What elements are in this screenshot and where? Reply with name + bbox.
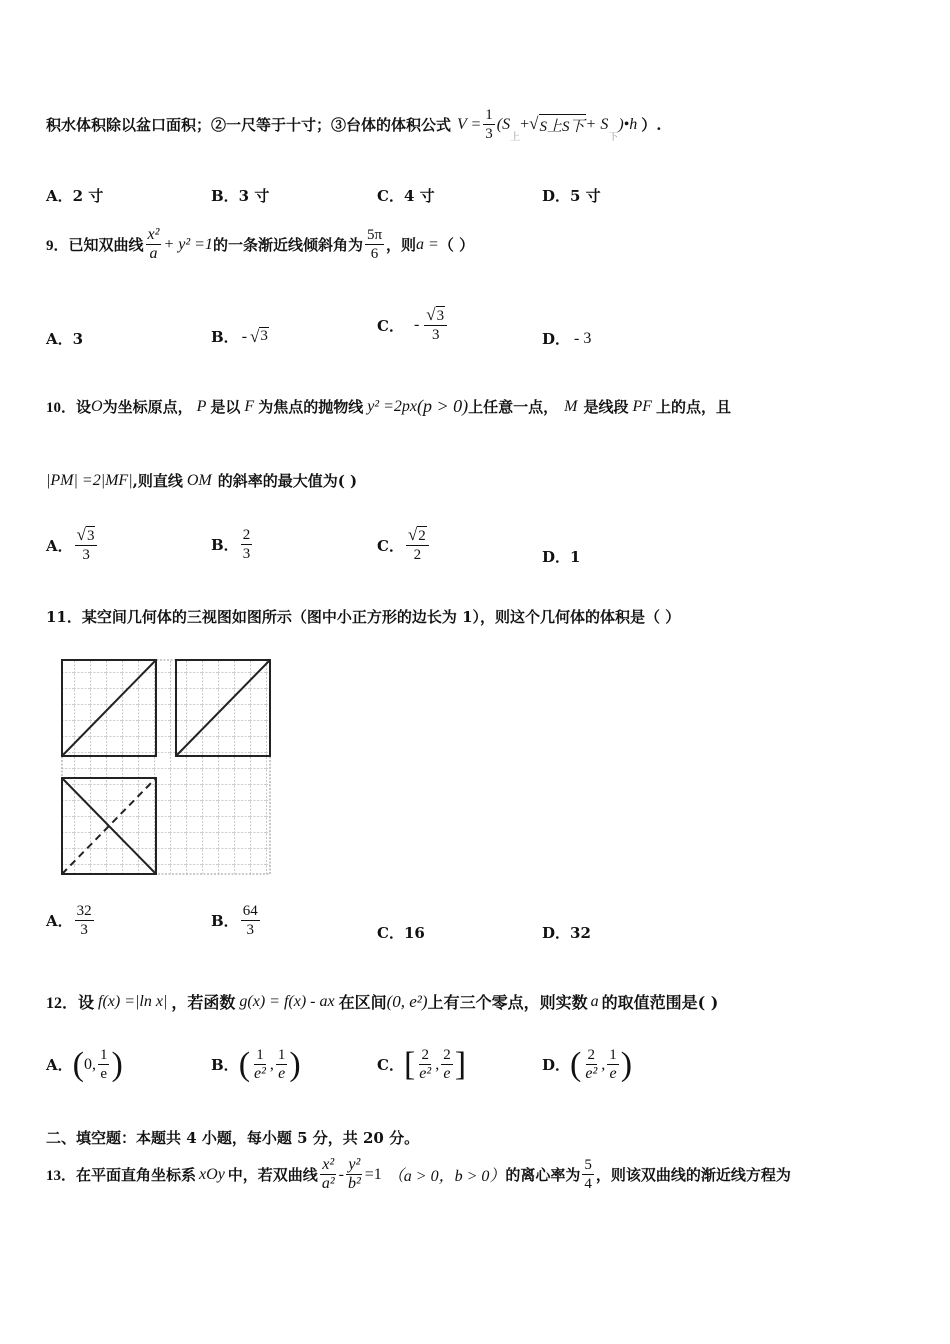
q12-option-c-den1: e²	[419, 1065, 432, 1082]
q9-option-b[interactable]	[211, 326, 269, 347]
q10-t7: 上的点，且	[656, 398, 732, 416]
section-fill-in-heading: 二、填空题：本题共 4 小题，每小题 5 分，共 20 分。	[46, 1129, 420, 1147]
q10-stem-line2	[46, 470, 357, 491]
q11-option-c[interactable]	[377, 922, 425, 943]
sub-upper: 上	[510, 132, 521, 143]
q12-option-d-num2: 1	[609, 1047, 617, 1063]
q9-angle-num: 5π	[366, 227, 383, 243]
q8-option-d[interactable]: D．5 寸	[542, 187, 601, 205]
q8-option-b[interactable]: B．3 寸	[211, 187, 270, 205]
q12-t1: 设	[78, 993, 95, 1012]
volume-formula-v: V =	[457, 115, 482, 133]
q13-frac-x-den: a²	[321, 1175, 335, 1192]
q10-l2-t2: 的斜率的最大值为( )	[217, 472, 358, 490]
q12-option-b-den2: e	[278, 1065, 286, 1082]
q12-option-b-den1: e²	[254, 1065, 266, 1082]
q13-frac-y-den: b²	[347, 1175, 361, 1192]
q9-stem	[46, 226, 474, 263]
q12-option-d-num1: 2	[587, 1047, 596, 1063]
q11-option-d-value: 32	[570, 923, 591, 942]
q12-option-a-num: 1	[99, 1047, 108, 1063]
sub-lower: 下	[608, 132, 619, 143]
q10-f: F	[244, 397, 255, 415]
q10-option-d[interactable]	[542, 546, 580, 567]
q9-pre: 已知双曲线	[68, 236, 144, 254]
q10-option-b-label: B．	[211, 536, 239, 554]
q12-option-b-frac2	[276, 1046, 288, 1083]
q12-f-def: f(x) =|ln x|	[98, 992, 168, 1010]
q11-option-c-label: C．	[377, 924, 404, 942]
q12-option-a-label: A．	[46, 1056, 73, 1074]
q8-formula-line	[46, 106, 661, 143]
q10-t3: 是以	[210, 398, 241, 416]
q10-parabola: y² =2px	[367, 397, 417, 415]
q11-option-b-frac	[241, 902, 260, 939]
q10-option-d-value: 1	[570, 547, 581, 566]
q10-o: O	[91, 397, 103, 415]
three-view-figure	[58, 656, 274, 882]
q13-eccentricity	[582, 1156, 594, 1193]
q12-option-c-label: C．	[377, 1056, 404, 1074]
formula-third-den: 3	[485, 126, 493, 142]
q11-option-a[interactable]	[46, 902, 96, 939]
q10-option-b[interactable]	[211, 526, 254, 563]
q10-t1: 设	[76, 398, 92, 416]
q11-option-c-value: 16	[403, 923, 425, 942]
q10-option-c-label: C．	[377, 536, 404, 555]
q12-option-c-frac2	[441, 1046, 453, 1083]
q8-text: 积水体积除以盆口面积；②一尺等于十寸；③台体的体积公式	[46, 116, 452, 134]
q12-option-b-num1: 1	[256, 1047, 264, 1063]
q12-option-b[interactable]: B． ( $\frac{1}{\text{e²}}$ , $\frac{1}{e}$ )	[211, 1045, 301, 1083]
q9-option-b-sign: -	[241, 327, 248, 345]
q13-t2: 中，若双曲线	[227, 1166, 318, 1184]
q11-option-b-den: 3	[246, 922, 254, 938]
q13-t3: 的离心率为	[505, 1166, 581, 1184]
q11-option-d-label: D．	[542, 924, 571, 942]
q9-option-c[interactable]	[377, 306, 449, 344]
q11-option-b-num: 64	[242, 903, 258, 919]
q10-option-b-frac	[241, 526, 253, 563]
q12-g-def: g(x) = f(x) - ax	[239, 992, 335, 1010]
q10-option-a-label: A．	[46, 536, 73, 555]
formula-end: )•h	[618, 115, 638, 133]
q9-option-b-rad: 3	[260, 327, 268, 344]
q12-option-d-frac1	[583, 1046, 599, 1083]
q13-frac-y-num: y²	[348, 1156, 361, 1173]
q13-frac-y	[346, 1156, 363, 1193]
q13-frac-x-num: x²	[322, 1156, 335, 1173]
q9-number: 9．	[46, 238, 69, 254]
q9-option-b-sqrt: √ 3	[250, 326, 268, 346]
q12-option-c[interactable]: C． [ $\frac{2}{\text{e²}}$ , $\frac{2}{e}$ ]	[377, 1045, 467, 1083]
formula-sqrt: √ S上S下	[529, 113, 585, 135]
q11-option-a-frac	[75, 902, 94, 939]
q13-condition: （a > 0，b > 0）	[387, 1168, 506, 1185]
q11-option-a-den: 3	[80, 922, 88, 938]
q13-xoy: xOy	[199, 1165, 225, 1183]
q9-var: a =	[416, 235, 439, 253]
q12-option-a-den: e	[100, 1066, 108, 1082]
q9-angle	[365, 226, 384, 263]
q9-frac-num: x²	[147, 226, 160, 243]
q12-number: 12．	[46, 995, 79, 1012]
q12-option-c-num2: 2	[443, 1047, 451, 1063]
formula-plus-2: + S	[585, 115, 609, 133]
q12-option-d-den2: e	[609, 1065, 617, 1082]
q12-option-d-label: D．	[542, 1056, 571, 1074]
q13-number: 13．	[46, 1168, 77, 1184]
q12-option-c-den2: e	[443, 1065, 451, 1082]
formula-s-open: (S	[496, 115, 511, 133]
q9-angle-den: 6	[370, 246, 379, 262]
q11-stem	[46, 606, 680, 627]
q12-a: a	[590, 992, 599, 1010]
q10-p: P	[196, 397, 207, 415]
q10-option-a-den: 3	[82, 547, 90, 563]
q9-option-c-frac	[424, 306, 447, 344]
q12-option-d-frac2	[607, 1046, 619, 1083]
formula-third-num: 1	[485, 107, 493, 123]
q9-option-c-sign: -	[413, 316, 420, 333]
q13-eq: =1	[364, 1165, 382, 1183]
q13-e-den: 4	[584, 1176, 592, 1192]
q8-option-a[interactable]: A．2 寸	[46, 187, 104, 205]
q12-interval: (0, e²)	[386, 991, 428, 1011]
q10-m: M	[564, 397, 578, 415]
q10-option-d-label: D．	[542, 548, 571, 566]
q12-option-c-num1: 2	[421, 1047, 429, 1063]
q12-t4: 上有三个零点，则实数	[427, 993, 588, 1012]
q9-option-c-den: 3	[431, 327, 440, 343]
q9-option-d-value: - 3	[574, 329, 592, 347]
q9-eq: + y² =1	[163, 235, 213, 253]
q10-option-b-den: 3	[242, 546, 251, 562]
q9-option-a-value: 3	[72, 329, 84, 348]
q10-t2: 为坐标原点，	[102, 398, 193, 416]
q10-t4: 为焦点的抛物线	[258, 398, 364, 416]
q10-option-b-num: 2	[242, 527, 251, 543]
q11-option-a-num: 32	[76, 903, 92, 919]
q9-frac-den: a	[149, 245, 158, 262]
q9-frac	[146, 226, 162, 263]
q9-option-d-label: D．	[542, 330, 571, 348]
q11-text: 11．某空间几何体的三视图如图所示（图中小正方形的边长为 1），则这个几何体的体积是（ ）	[46, 608, 681, 626]
q10-t6: 是线段	[583, 398, 629, 416]
q10-number: 10．	[46, 400, 77, 416]
q12-t2: ，若函数	[171, 993, 236, 1012]
q10-stem-line1	[46, 396, 731, 417]
q12-option-d[interactable]: D． ( $\frac{2}{\text{e²}}$ , $\frac{1}{e}$ )	[542, 1045, 633, 1083]
q10-option-c-frac: √ 2 2	[406, 526, 429, 564]
q10-pf: PF	[632, 397, 653, 415]
q11-option-d[interactable]	[542, 922, 591, 943]
q12-option-c-frac1	[417, 1046, 433, 1083]
q13-t1: 在平面直角坐标系	[76, 1166, 197, 1184]
q9-option-b-label: B．	[211, 328, 239, 346]
q12-option-d-den1: e²	[585, 1065, 598, 1082]
q13-e-num: 5	[584, 1157, 592, 1173]
formula-sqrt-body: S上S下	[539, 114, 586, 136]
q12-option-b-label: B．	[211, 1056, 239, 1074]
q10-om: OM	[186, 471, 212, 489]
q10-condition: (p > 0)	[417, 396, 469, 416]
q13-minus: -	[338, 1165, 344, 1183]
q13-t4: ，则该双曲线的渐近线方程为	[595, 1166, 791, 1184]
q10-condition-pm: |PM| =2|MF|	[46, 471, 133, 489]
q10-option-c-den: 2	[413, 547, 422, 563]
q9-option-c-rad: 3	[436, 308, 445, 324]
q9-option-c-sqrt: √ 3	[426, 305, 445, 324]
q11-option-b[interactable]	[211, 902, 262, 939]
q10-option-a[interactable]	[46, 526, 99, 564]
q12-option-a[interactable]: A． ( 0, $\frac{1}{e}$ )	[46, 1045, 123, 1083]
q8-tail: ）.	[641, 116, 662, 134]
q10-t5: 上任意一点，	[468, 398, 559, 416]
q10-option-a-rad: 3	[86, 528, 95, 544]
q9-option-a[interactable]	[46, 328, 83, 349]
q10-l2-t1: ,则直线	[132, 472, 183, 490]
q9-mid: 的一条渐近线倾斜角为	[212, 236, 363, 254]
q12-option-b-frac1	[252, 1046, 268, 1083]
q9-option-a-label: A．	[46, 330, 73, 348]
q12-option-a-frac	[98, 1046, 110, 1083]
formula-third	[483, 106, 495, 143]
q12-stem	[46, 990, 718, 1013]
formula-plus-1: +	[520, 115, 530, 133]
q10-option-c-rad: 2	[418, 528, 426, 544]
three-view-drawing	[58, 656, 274, 878]
q12-t5: 的取值范围是( )	[601, 993, 719, 1012]
q9-tail: （ ）	[438, 236, 475, 254]
q10-option-a-frac: √ 3 3	[75, 526, 98, 564]
q12-t3: 在区间	[338, 993, 387, 1012]
q13-stem	[46, 1156, 791, 1193]
q12-option-b-num2: 1	[277, 1047, 286, 1063]
q13-frac-x	[320, 1156, 337, 1193]
q9-post: ，则	[386, 236, 417, 254]
q11-option-a-label: A．	[46, 912, 73, 930]
q12-option-a-left: 0,	[83, 1055, 96, 1073]
q9-option-c-label: C．	[377, 316, 404, 335]
q10-option-c[interactable]	[377, 526, 431, 564]
q11-option-b-label: B．	[211, 912, 239, 930]
q9-option-d[interactable]	[542, 328, 591, 349]
q8-option-c[interactable]: C．4 寸	[377, 187, 435, 205]
